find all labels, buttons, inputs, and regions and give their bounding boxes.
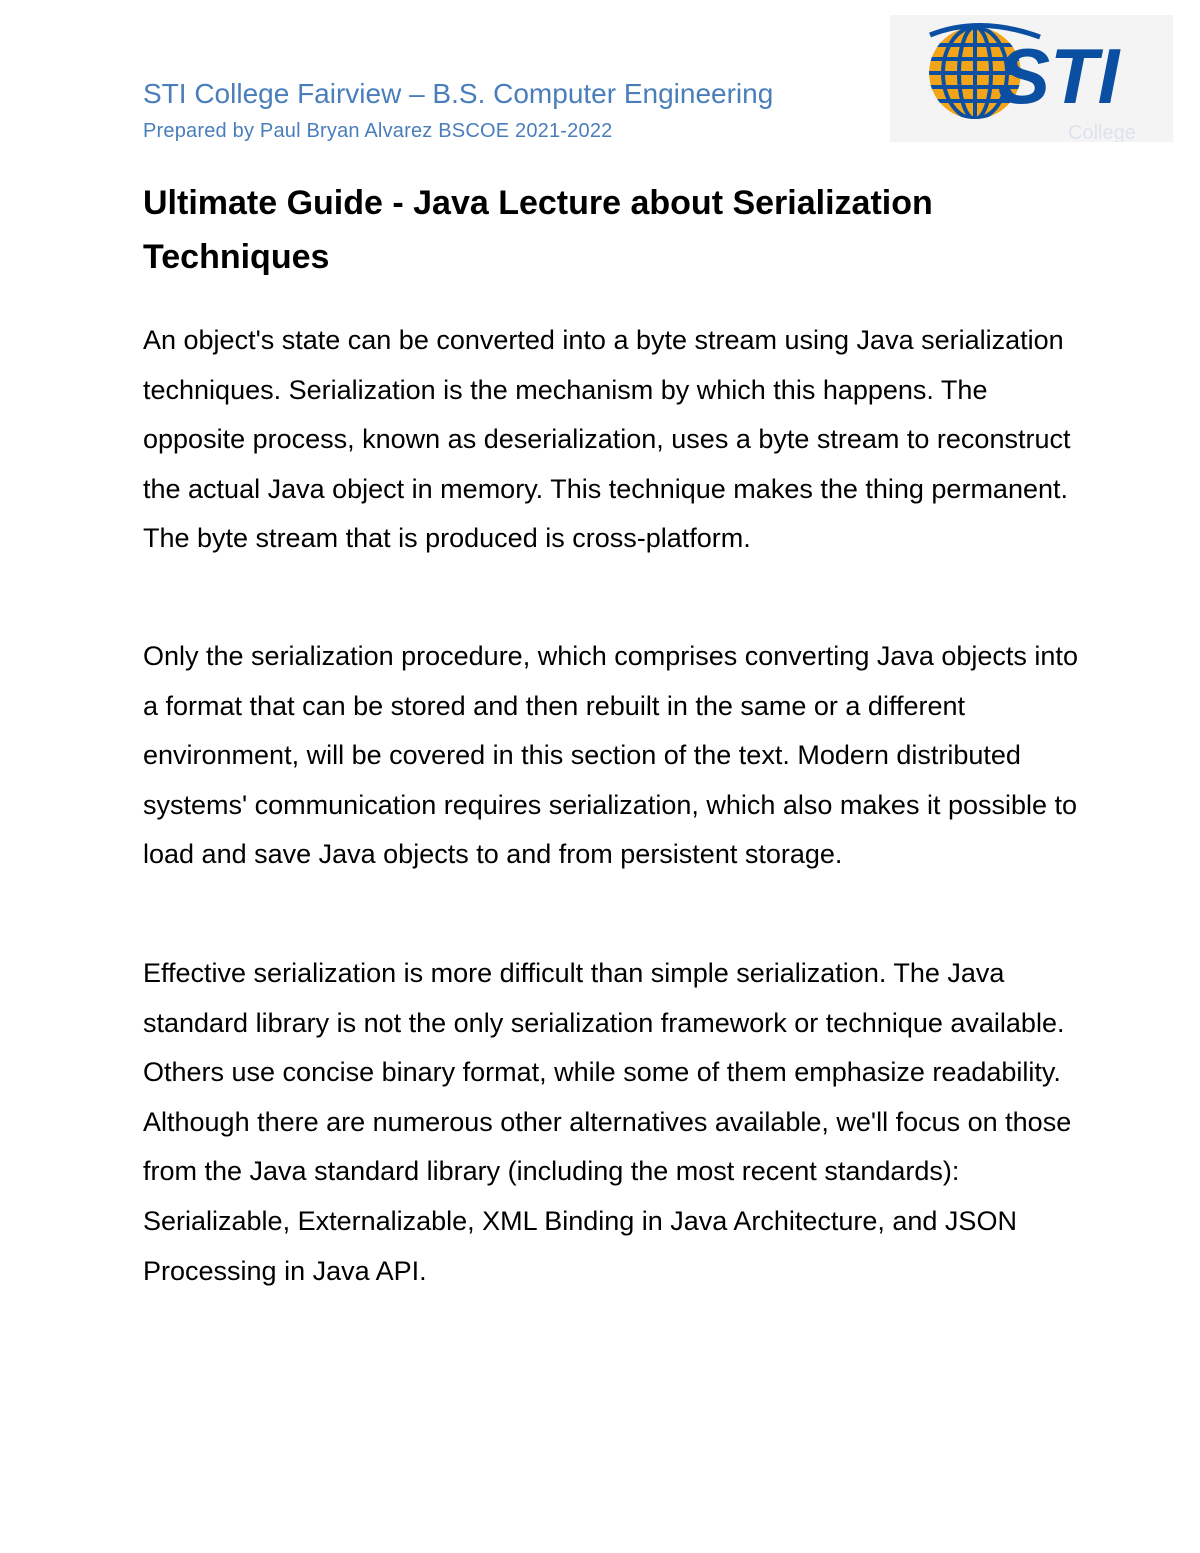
sti-logo xyxy=(890,15,1173,142)
document-title: Ultimate Guide - Java Lecture about Serialization Techniques xyxy=(143,184,933,276)
logo-subtext: College xyxy=(1068,122,1136,142)
header-institution: STI College Fairview – B.S. Computer Engineering xyxy=(143,78,774,109)
header-author: Prepared by Paul Bryan Alvarez BSCOE 2021-2022 xyxy=(143,120,613,142)
logo-text: STI xyxy=(998,32,1120,120)
paragraph-alternatives: Effective serialization is more difficult than simple serialization. The Java standard library is not the only serialization framework or technique available. Others use concise binary format, while some of them emphasize readability. Although there are numerous other alternatives available, we'll focus on those from the Java standard library (including the most recent standards): Serializable, Externalizable, XML Binding in Java Architecture, and JSON Processing in Java API. xyxy=(143,958,1072,1286)
sti-globe-logo-icon xyxy=(890,15,1173,142)
paragraph-scope: Only the serialization procedure, which comprises converting Java objects into a format that can be stored and then rebuilt in the same or a different environment, will be covered in this section of the text. Modern distributed systems' communication requires serialization, which also makes it possible to load and save Java objects to and from persistent storage. xyxy=(143,641,1078,870)
paragraph-intro: An object's state can be converted into a byte stream using Java serialization techniques. Serialization is the mechanism by which this happens. The opposite process, known as deserialization, uses a byte stream to reconstruct the actual Java object in memory. This technique makes the thing permanent. The byte stream that is produced is cross-platform. xyxy=(143,325,1071,554)
